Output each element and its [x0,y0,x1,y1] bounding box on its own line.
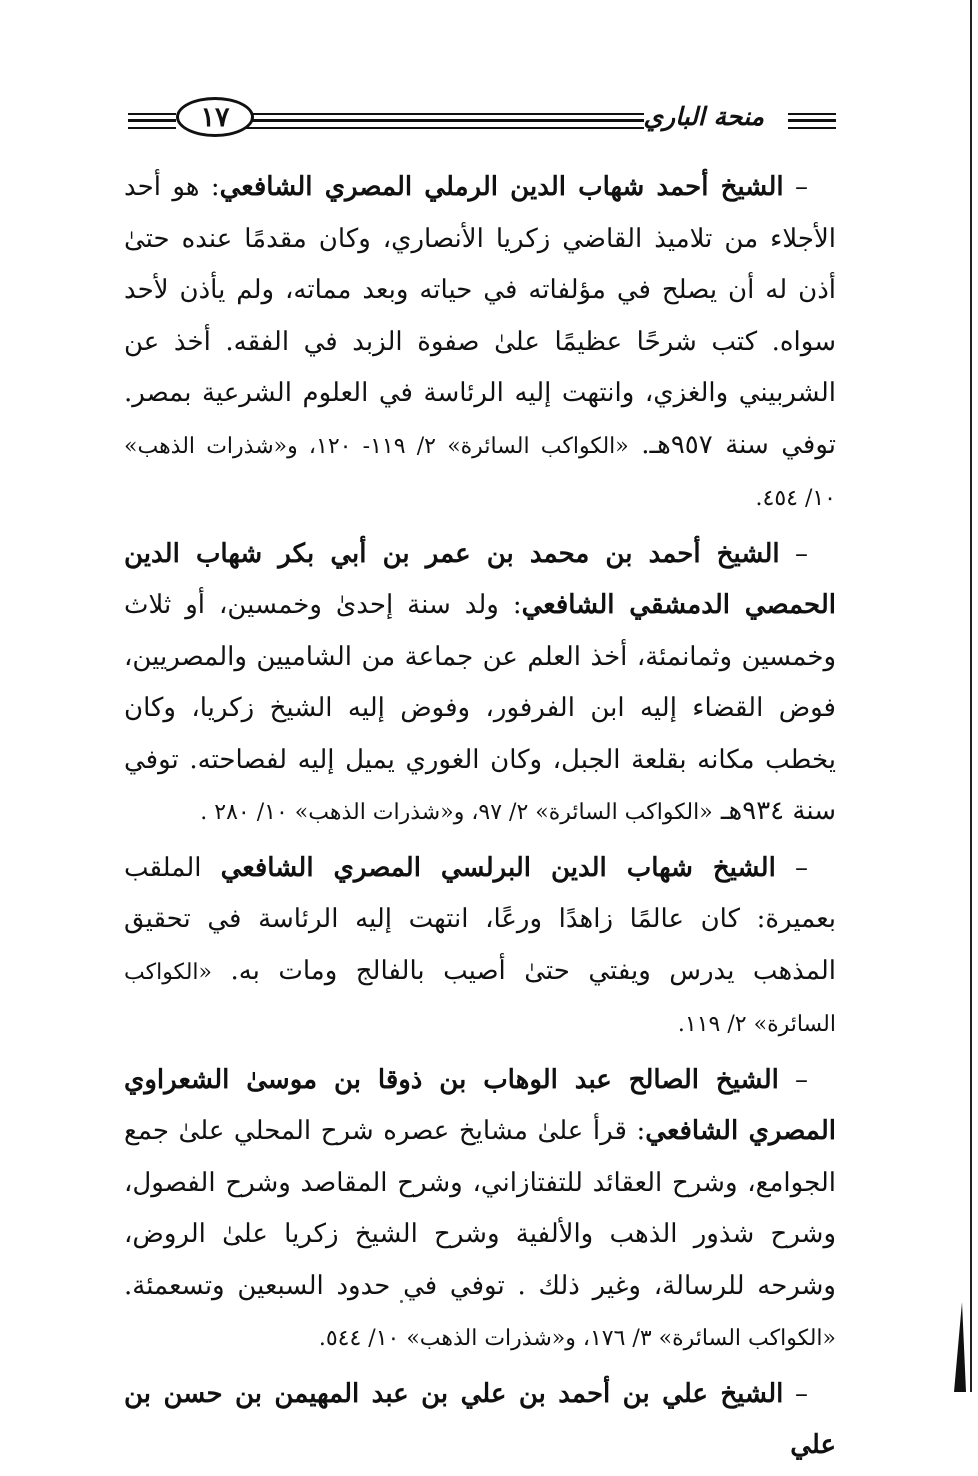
biography-entry: – الشيخ أحمد شهاب الدين الرملي المصري الشافعي: هو أحد الأجلاء من تلاميذ القاضي زكريا الأنصاري، وكان مقدمًا عنده حتىٰ أذن له أن يصلح في مؤلفاته في حياته وبعد مماته، ولم يأذن لأحد سواه. كتب شرحًا عظيمًا علىٰ صفوة الزبد في الفقه. أخذ عن الشربيني والغزي، وانتهت إليه الرئاسة في العلوم الشرعية بمصر. توفي سنة ٩٥٧هـ. «الكواكب السائرة» ٢/ ١١٩- ١٢٠، و«شذرات الذهب» ١٠/ ٤٥٤. [124,172,836,511]
biography-entry: – الشيخ شهاب الدين البرلسي المصري الشافعي الملقب بعميرة: كان عالمًا زاهدًا ورعًا، انتهت إليه الرئاسة في تحقيق المذهب يدرس ويفتي حتىٰ أصيب بالفالج ومات به. «الكواكب السائرة» ٢/ ١١٩. [124,852,836,1037]
entry-body: : ولد سنة إحدىٰ وخمسين، أو ثلاث وخمسين وثمانمئة، أخذ العلم عن جماعة من الشاميين والمصريين، فوض القضاء إليه ابن الفرفور، وفوض إليه الشيخ زكريا، وكان يخطب مكانه بقلعة الجبل، وكان الغوري يميل إليه لفصاحته. توفي سنة ٩٣٤هـ [124,590,836,826]
header-rule [128,119,176,122]
header-rule [788,119,836,122]
page-number: ١٧ [176,97,254,137]
biography-entry: – الشيخ علي بن أحمد بن علي بن عبد المهيمن بن حسن بن علي [124,1378,836,1460]
entry-reference: «الكواكب السائرة» ٢/ ١١٩. [124,959,836,1037]
entry-name: الشيخ علي بن أحمد بن علي بن عبد المهيمن بن حسن بن علي [124,1378,836,1460]
entry-body: : قرأ علىٰ مشايخ عصره شرح المحلي علىٰ جمع الجوامع، وشرح العقائد للتفتازاني، وشرح المقاصد وشرح الفصول، وشرح شذور الذهب والألفية وشرح الشيخ زكريا علىٰ الروض، وشرحه للرسالة، وغير ذلك . توفي في حدود السبعين وتسعمئة. [124,1116,836,1301]
scan-speck [400,1300,403,1303]
entry-reference: «الكواكب السائرة» ٢/ ١١٩- ١٢٠، و«شذرات الذهب» ١٠/ ٤٥٤. [124,433,836,511]
header-rule [246,113,644,115]
header-rule [246,127,644,129]
biography-entry: – الشيخ أحمد بن محمد بن عمر بن أبي بكر شهاب الدين الحمصي الدمشقي الشافعي: ولد سنة إحدىٰ وخمسين، أو ثلاث وخمسين وثمانمئة، أخذ العلم عن جماعة من الشاميين والمصريين، فوض القضاء إليه ابن الفرفور، وفوض إليه الشيخ زكريا، وكان يخطب مكانه بقلعة الجبل، وكان الغوري يميل إليه لفصاحته. توفي سنة ٩٣٤هـ «الكواكب السائرة» ٢/ ٩٧، و«شذرات الذهب» ١٠/ ٢٨٠ . [124,538,836,826]
entry-name: الشيخ الصالح عبد الوهاب بن ذوقا بن موسىٰ الشعراوي المصري الشافعي [124,1064,836,1146]
header-rule [128,113,176,115]
entry-reference: «الكواكب السائرة» ٢/ ٩٧، و«شذرات الذهب» ١٠/ ٢٨٠ . [200,800,713,825]
biography-entry: – الشيخ الصالح عبد الوهاب بن ذوقا بن موسىٰ الشعراوي المصري الشافعي: قرأ علىٰ مشايخ عصره شرح المحلي علىٰ جمع الجوامع، وشرح العقائد للتفتازاني، وشرح المقاصد وشرح الفصول، وشرح شذور الذهب والألفية وشرح الشيخ زكريا علىٰ الروض، وشرحه للرسالة، وغير ذلك . توفي في حدود السبعين وتسعمئة. «الكواكب السائرة» ٣/ ١٧٦، و«شذرات الذهب» ١٠/ ٥٤٤. [124,1064,836,1351]
entry-name: الشيخ أحمد بن محمد بن عمر بن أبي بكر شهاب الدين الحمصي الدمشقي الشافعي [124,538,836,620]
entry-reference: «الكواكب السائرة» ٣/ ١٧٦، و«شذرات الذهب» ١٠/ ٥٤٤. [318,1326,836,1351]
entry-body: الملقب بعميرة: كان عالمًا زاهدًا ورعًا، انتهت إليه الرئاسة في تحقيق المذهب يدرس ويفتي حتىٰ أصيب بالفالج ومات به. [124,852,836,986]
entry-name: الشيخ شهاب الدين البرلسي المصري الشافعي [220,852,776,883]
page-header [128,95,836,141]
scan-edge-line [970,0,972,1392]
entry-body: : هو أحد الأجلاء من تلاميذ القاضي زكريا الأنصاري، وكان مقدمًا عنده حتىٰ أذن له أن يصلح في مؤلفاته في حياته وبعد مماته، ولم يأذن لأحد سواه. كتب شرحًا عظيمًا علىٰ صفوة الزبد في الفقه. أخذ عن الشربيني والغزي، وانتهت إليه الرئاسة في العلوم الشرعية بمصر. توفي سنة ٩٥٧هـ. [124,172,836,460]
header-rule [246,119,644,122]
entry-name: الشيخ أحمد شهاب الدين الرملي المصري الشافعي [219,172,784,202]
header-rule [788,127,836,129]
running-title: منحة الباري [643,102,764,131]
header-rule [128,127,176,129]
scan-edge-mark [954,1302,966,1392]
header-rule [788,113,836,115]
page-body [124,162,836,1476]
